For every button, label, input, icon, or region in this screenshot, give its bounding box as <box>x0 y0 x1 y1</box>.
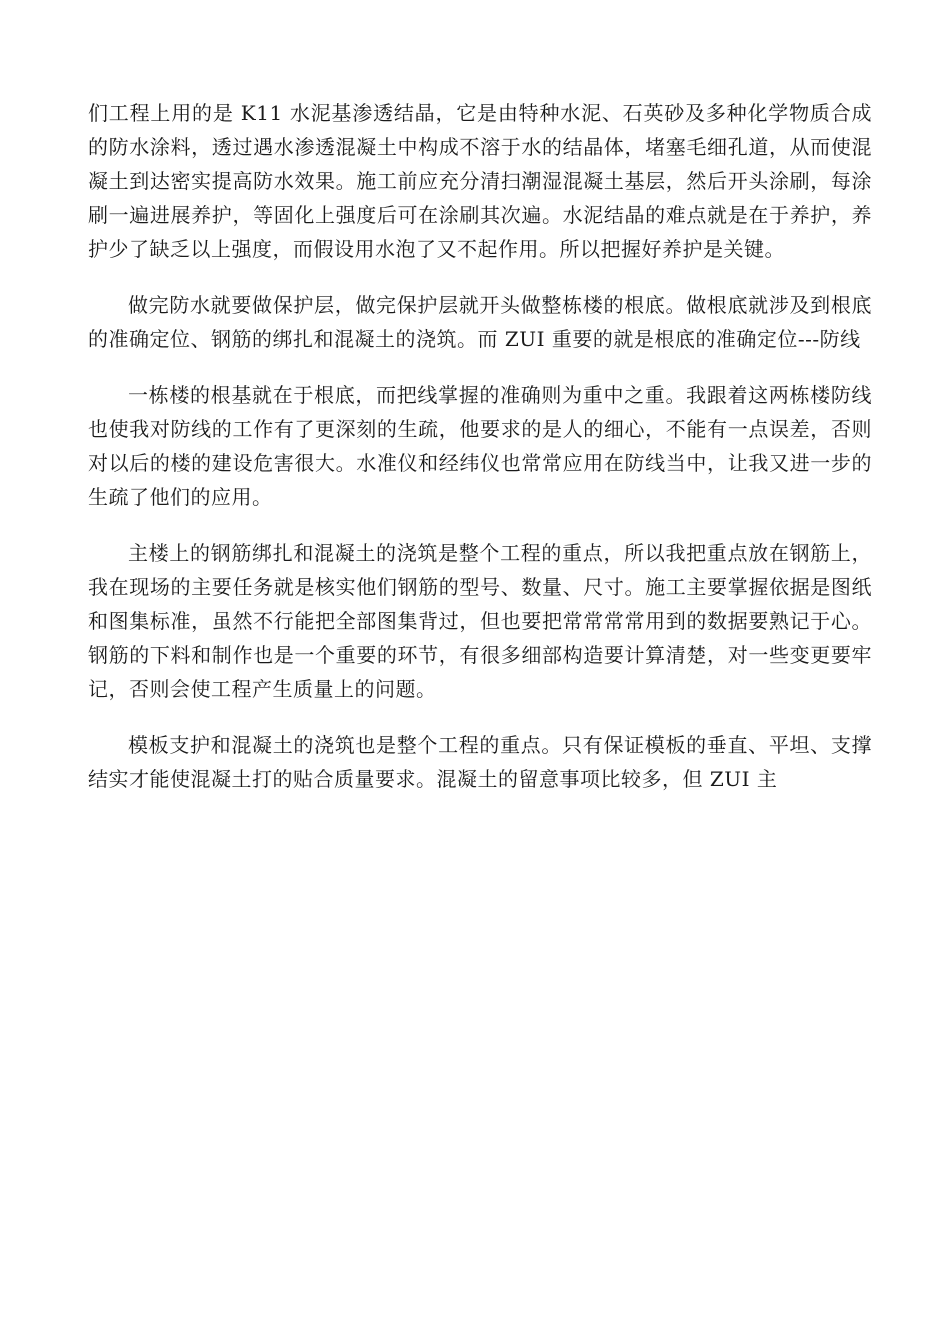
paragraph-5: 模板支护和混凝土的浇筑也是整个工程的重点。只有保证模板的垂直、平坦、支撑结实才能使混凝土打的贴合质量要求。混凝土的留意事项比较多，但 ZUI 主 <box>88 733 872 791</box>
paragraph-3: 一栋楼的根基就在于根底，而把线掌握的准确则为重中之重。我跟着这两栋楼防线也使我对防线的工作有了更深刻的生疏，他要求的是人的细心，不能有一点误差，否则对以后的楼的建设危害很大。水准仪和经纬仪也常常应用在防线当中，让我又进一步的生疏了他们的应用。 <box>88 383 872 509</box>
paragraph-4: 主楼上的钢筋绑扎和混凝土的浇筑是整个工程的重点，所以我把重点放在钢筋上，我在现场的主要任务就是核实他们钢筋的型号、数量、尺寸。施工主要掌握依据是图纸和图集标准，虽然不行能把全部图集背过，但也要把常常常常用到的数据要熟记于心。钢筋的下料和制作也是一个重要的环节，有很多细部构造要计算清楚，对一些变更要牢记，否则会使工程产生质量上的问题。 <box>88 541 872 701</box>
paragraph-1: 们工程上用的是 K11 水泥基渗透结晶，它是由特种水泥、石英砂及多种化学物质合成的防水涂料，透过遇水渗透混凝土中构成不溶于水的结晶体，堵塞毛细孔道，从而使混凝土到达密实提高防水效果。施工前应充分清扫潮湿混凝土基层，然后开头涂刷，每涂刷一遍进展养护，等固化上强度后可在涂刷其次遍。水泥结晶的难点就是在于养护，养护少了缺乏以上强度，而假设用水泡了又不起作用。所以把握好养护是关键。 <box>88 101 872 261</box>
paragraph-2: 做完防水就要做保护层，做完保护层就开头做整栋楼的根底。做根底就涉及到根底的准确定位、钢筋的绑扎和混凝土的浇筑。而 ZUI 重要的就是根底的准确定位---防线 <box>88 293 872 351</box>
